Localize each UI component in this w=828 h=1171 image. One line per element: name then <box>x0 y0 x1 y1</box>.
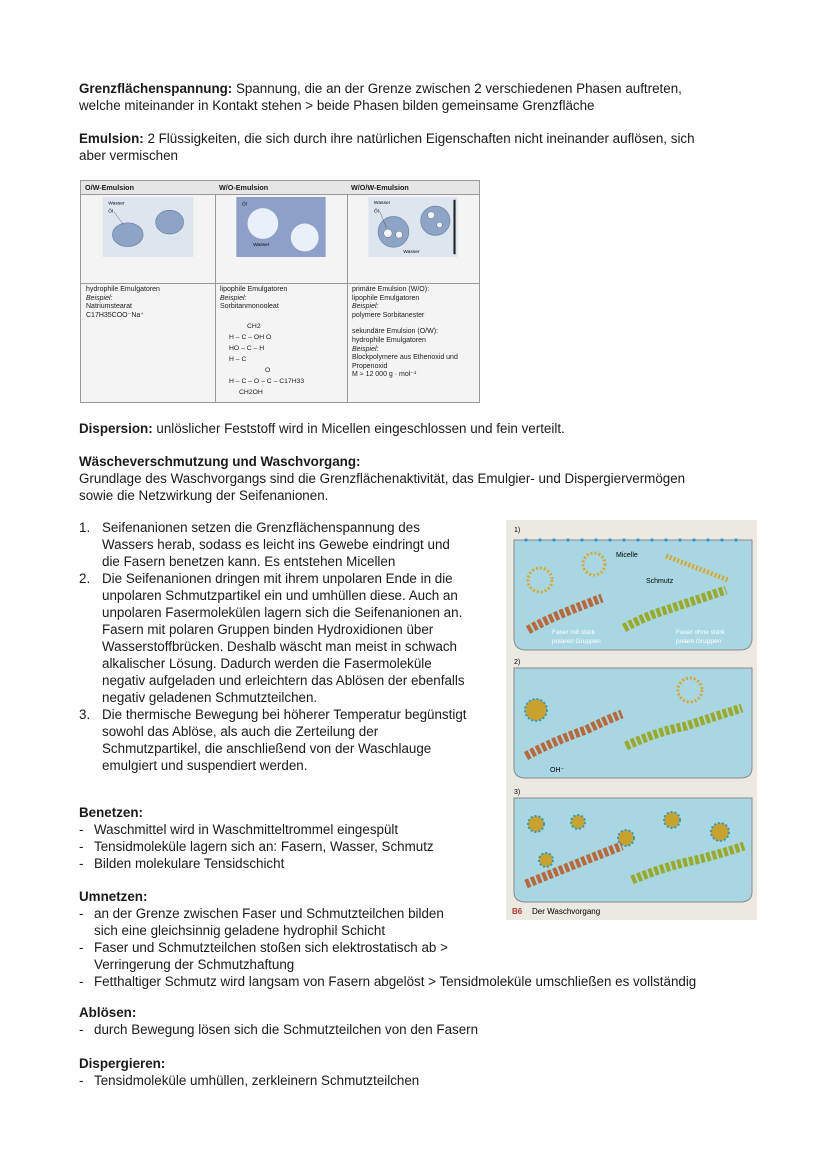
dispergieren-list: - Tensidmoleküle umhüllen, zerkleinern Schmutzteilchen <box>79 1073 420 1088</box>
list-item: Seifenanionen setzen die Grenzflächenspannung des Wassers herab, sodass es leicht ins Gewebe eindringt und die Fasern benetzen kann. Es entstehen Micellen <box>102 520 450 569</box>
term-grenzflaechenspannung: Grenzflächenspannung: <box>79 81 233 96</box>
svg-text:Wasser: Wasser <box>403 249 420 255</box>
svg-text:polare Gruppen: polare Gruppen <box>676 638 722 645</box>
label-wasser: Wasser <box>108 201 125 207</box>
definition-emulsion: Emulsion: 2 Flüssigkeiten, die sich durch ihre natürlichen Eigenschaften nicht ineinander auflösen, sich aber vermischen <box>79 131 695 163</box>
panel-3 <box>514 789 752 902</box>
section-title-benetzen: Benetzen: <box>79 805 143 820</box>
section-title-abloesen: Ablösen: <box>79 1005 137 1020</box>
term-dispersion: Dispersion: <box>79 421 153 436</box>
sorbitan-structure-formula: CH2 H – C – OH O HO – C – H H – C O H – C – O – C – C17H33 CH2OH <box>229 323 305 396</box>
column-wo <box>215 181 348 402</box>
svg-text:Wasser: Wasser <box>373 200 391 206</box>
column-header: W/O/W-Emulsion <box>347 181 479 195</box>
wow-description: primäre Emulsion (W/O): lipophile Emulgatoren Beispiel: polymere Sorbitanester sekundäre Emulsion (O/W): hydrophile Emulgatoren Beispiel: Blockpolymere aus Ethenoxid und Propenoxid M ≈ 12 000 g · mol⁻¹ <box>352 286 458 379</box>
ow-description: hydrophile Emulgatoren Beispiel: Natriumstearat C17H35COO⁻Na⁺ <box>86 286 160 319</box>
label-oel: Öl <box>108 209 114 215</box>
emulsion-table-figure <box>80 180 480 403</box>
svg-text:Faser mit stark: Faser mit stark <box>552 629 595 636</box>
svg-text:Micelle: Micelle <box>616 552 638 559</box>
waschvorgang-figure <box>506 520 757 920</box>
abloesen-list: - durch Bewegung lösen sich die Schmutzteilchen von den Fasern <box>79 1022 479 1037</box>
section-heading-waschvorgang: Wäscheverschmutzung und Waschvorgang: <box>79 454 361 469</box>
svg-text:OH⁻: OH⁻ <box>550 767 565 774</box>
definition-grenzflaechenspannung: Grenzflächenspannung: Spannung, die an der Grenze zwischen 2 verschiedenen Phasen auftreten, welche miteinander in Kontakt stehen > beide Phasen bilden gemeinsame Grenzfläche <box>79 81 682 113</box>
wo-description: lipophile Emulgatoren Beispiel: Sorbitanmonooleat <box>220 286 288 311</box>
definition-dispersion: Dispersion: unlöslicher Feststoff wird in Micellen eingeschlossen und fein verteilt. <box>79 421 565 436</box>
umnetzen-list: - an der Grenze zwischen Faser und Schmutzteilchen bilden sich eine gleichsinnig geladene hydrophil Schicht - Faser und Schmutzteilchen stoßen sich elektrostatisch ab > Verringerung der Schmutzhaftung - Fetthaltiger Schmutz wird langsam von Fasern abgelöst > Tensidmoleküle umschließen es vollständig <box>79 906 697 989</box>
washing-steps-list: 1. Seifenanionen setzen die Grenzflächenspannung des Wassers herab, sodass es leicht ins Gewebe eindringt und die Fasern benetzen kann. Es entstehen Micellen 2. Die Seifenanionen dringen mit ihrem unpolaren Ende in die unpolaren Schmutzpartikel ein und umhüllen diese. Auch an unpolaren Fasermolekülen lagern sich die Seifenanionen an. Fasern mit polaren Gruppen binden Hydroxidionen über Wasserstoffbrücken. Deshalb wäscht man meist in schwach alkalischer Lösung. Dadurch werden die Fasermoleküle negativ aufgeladen und erleichtern das Ablösen der ebenfalls negativ geladenen Schmutzteilchen. 3. Die thermische Bewegung bei höherer Temperatur begünstigt sowohl das Ablöse, als auch die Zerteilung der Schmutzpartikel, die anschließend von der Waschlauge emulgiert und suspendiert werden. <box>79 519 489 779</box>
column-header: O/W-Emulsion <box>81 181 215 195</box>
column-header: W/O-Emulsion <box>215 181 347 195</box>
svg-text:polaren Gruppen: polaren Gruppen <box>552 638 601 645</box>
panel-2 <box>514 659 752 778</box>
washing-intro: Grundlage des Waschvorgangs sind die Grenzflächenaktivität, das Emulgier- und Dispergiervermögen sowie die Netzwirkung der Seifenanionen. <box>79 471 686 503</box>
figure-caption-code: B6 <box>512 907 523 916</box>
svg-text:3): 3) <box>514 789 521 796</box>
benetzen-list: - Waschmittel wird in Waschmitteltrommel eingespült - Tensidmoleküle lagern sich an: Fasern, Wasser, Schmutz - Bilden molekulare Tensidschicht <box>79 822 434 871</box>
column-ow <box>81 181 216 402</box>
section-title-umnetzen: Umnetzen: <box>79 889 148 904</box>
term-emulsion: Emulsion: <box>79 131 144 146</box>
panel-1 <box>514 527 752 650</box>
section-title-dispergieren: Dispergieren: <box>79 1056 166 1071</box>
svg-text:Faser ohne stark: Faser ohne stark <box>676 629 725 636</box>
column-wow <box>347 181 479 402</box>
list-item: Die Seifenanionen dringen mit ihrem unpolaren Ende in die unpolaren Schmutzpartikel ein und umhüllen diese. Auch an unpolaren Fasermolekülen lagern sich die Seifenanionen an. Fasern mit polaren Gruppen binden Hydroxidionen über Wasserstoffbrücken. Deshalb wäscht man meist in schwach alkalischer Lösung. Dadurch werden die Fasermoleküle negativ aufgeladen und erleichtern das Ablösen der ebenfalls negativ geladenen Schmutzteilchen. <box>102 571 465 705</box>
svg-text:Schmutz: Schmutz <box>646 578 674 585</box>
figure-caption: Der Waschvorgang <box>532 907 601 916</box>
svg-text:Öl: Öl <box>373 209 379 215</box>
ow-droplet-illustration <box>83 197 213 257</box>
label-oel: Öl <box>241 202 247 208</box>
wo-droplet-illustration <box>217 197 345 257</box>
svg-text:2): 2) <box>514 659 521 666</box>
wow-droplet-illustration <box>349 197 477 257</box>
list-item: Die thermische Bewegung bei höherer Temperatur begünstigt sowohl das Ablöse, als auch die Zerteilung der Schmutzpartikel, die anschließend von der Waschlauge emulgiert und suspendiert werden. <box>102 707 467 773</box>
label-wasser: Wasser <box>253 242 270 248</box>
svg-text:1): 1) <box>514 527 521 534</box>
